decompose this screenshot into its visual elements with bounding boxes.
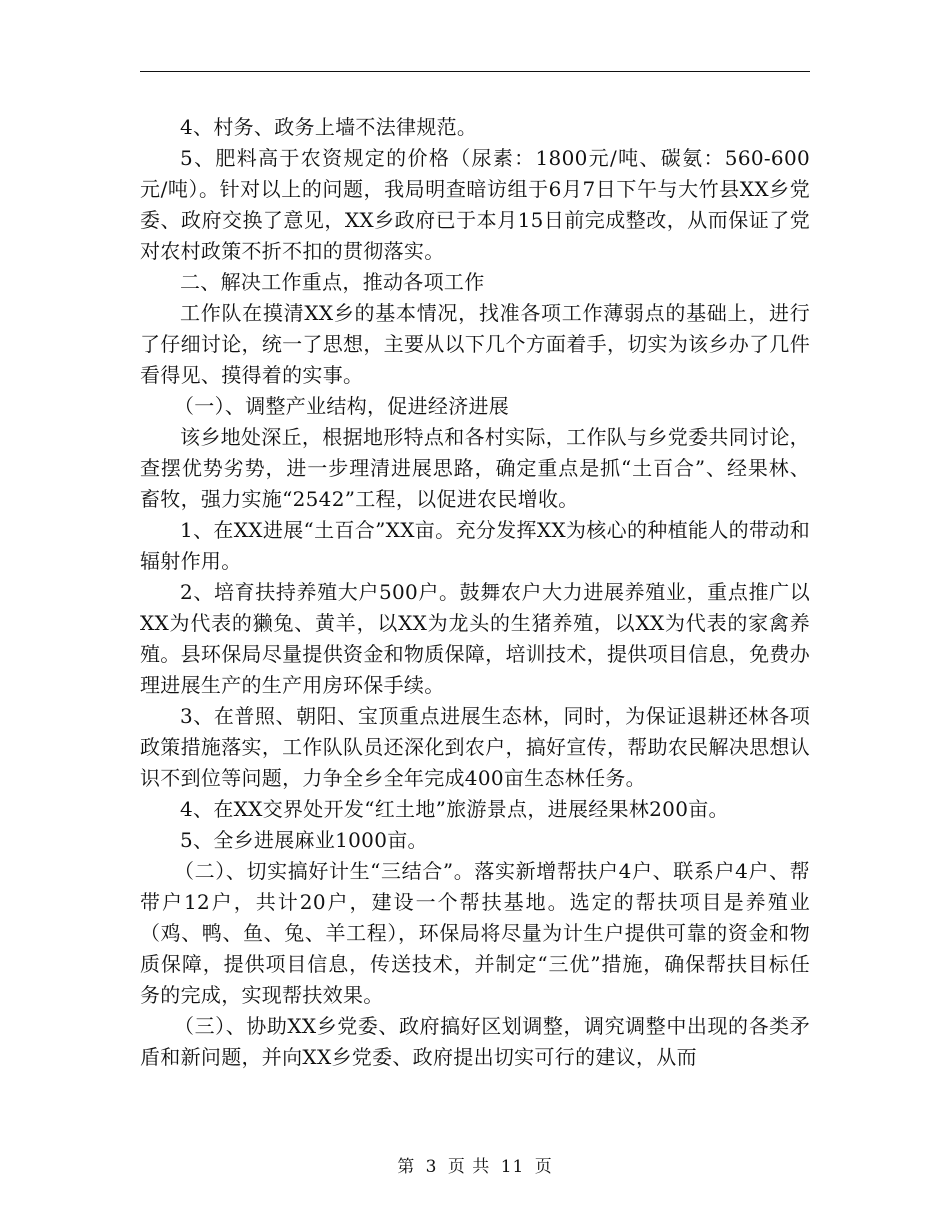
list-item-3: 3、在普照、朝阳、宝顶重点进展生态林，同时，为保证退耕还林各项政策措施落实，工作队队员还深化到农户，搞好宣传，帮助农民解决思想认识不到位等问题，力争全乡全年完成400亩生态林任务。 bbox=[140, 704, 810, 790]
footer-current-page: 3 bbox=[425, 1157, 438, 1177]
paragraph-item-4: 4、村务、政务上墙不法律规范。 bbox=[180, 115, 478, 139]
footer-prefix: 第 bbox=[397, 1157, 416, 1177]
subheading-3-paragraph: （三）、协助XX乡党委、政府搞好区划调整，调究调整中出现的各类矛盾和新问题，并向XX乡党委、政府提出切实可行的建议，从而 bbox=[140, 1014, 810, 1069]
header-rule bbox=[140, 71, 810, 72]
subheading-1: （一）、调整产业结构，促进经济进展 bbox=[174, 394, 510, 418]
footer-middle: 页 共 bbox=[447, 1157, 491, 1177]
footer-suffix: 页 bbox=[534, 1157, 553, 1177]
list-item-2: 2、培育扶持养殖大户500户。鼓舞农户大力进展养殖业，重点推广以XX为代表的獭兔、黄羊，以XX为龙头的生猪养殖，以XX为代表的家禽养殖。县环保局尽量提供资金和物质保障，培训技术，提供项目信息，免费办理进展生产的生产用房环保手续。 bbox=[140, 580, 810, 697]
page-footer bbox=[0, 1152, 950, 1177]
section-heading-2: 二、解决工作重点，推动各项工作 bbox=[180, 270, 485, 294]
footer-total-pages: 11 bbox=[500, 1157, 525, 1177]
paragraph-fertilizer-price: 5、肥料高于农资规定的价格（尿素：1800元/吨、碳氨：560-600元/吨）。针对以上的问题，我局明查暗访组于6月7日下午与大竹县XX乡党委、政府交换了意见，XX乡政府已于本月15日前完成整改，从而保证了党对农村政策不折不扣的贯彻落实。 bbox=[140, 146, 810, 263]
document-body bbox=[140, 112, 810, 1073]
subheading-2-paragraph: （二）、切实搞好计生“三结合”。落实新增帮扶户4户、联系户4户、帮带户12户，共计20户，建设一个帮扶基地。选定的帮扶项目是养殖业（鸡、鸭、鱼、兔、羊工程），环保局将尽量为计生户提供可靠的资金和物质保障，提供项目信息，传送技术，并制定“三优”措施，确保帮扶目标任务的完成，实现帮扶效果。 bbox=[140, 859, 810, 1007]
list-item-4: 4、在XX交界处开发“红土地”旅游景点，进展经果林200亩。 bbox=[180, 797, 729, 821]
list-item-5: 5、全乡进展麻业1000亩。 bbox=[180, 828, 428, 852]
list-item-1: 1、在XX进展“土百合”XX亩。充分发挥XX为核心的种植能人的带动和辐射作用。 bbox=[140, 518, 810, 573]
paragraph-work-team: 工作队在摸清XX乡的基本情况，找准各项工作薄弱点的基础上，进行了仔细讨论，统一了思想，主要从以下几个方面着手，切实为该乡办了几件看得见、摸得着的实事。 bbox=[140, 301, 810, 387]
paragraph-terrain: 该乡地处深丘，根据地形特点和各村实际，工作队与乡党委共同讨论，查摆优势劣势，进一步理清进展思路，确定重点是抓“土百合”、经果林、畜牧，强力实施“2542”工程，以促进农民增收。 bbox=[140, 425, 810, 511]
